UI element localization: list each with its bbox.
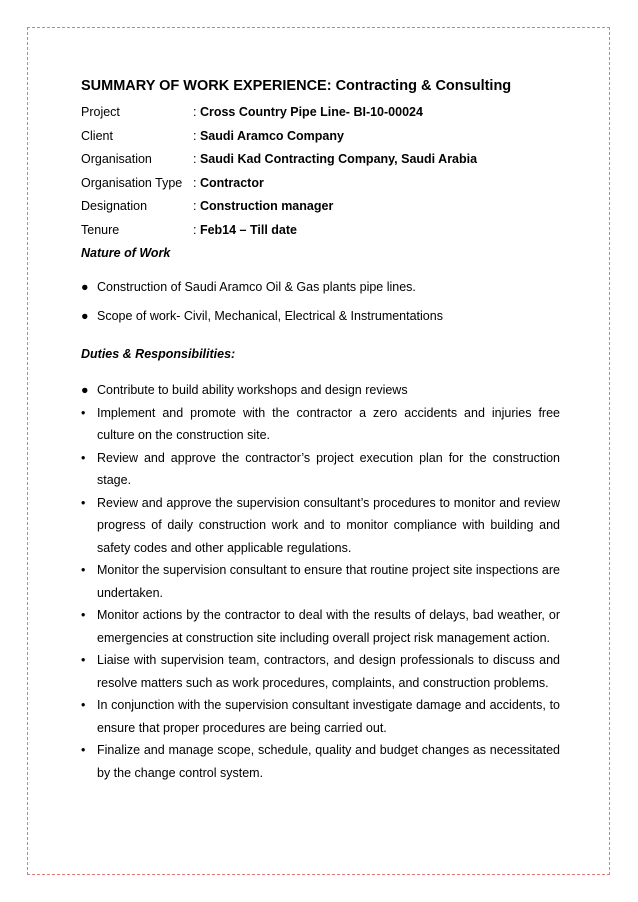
bullet-icon: •	[81, 563, 86, 577]
detail-row-tenure: Tenure : Feb14 – Till date	[81, 219, 560, 243]
list-item: • In conjunction with the supervision consultant investigate damage and accidents, to ensure that proper procedures are being carried out.	[81, 694, 560, 739]
detail-label: Tenure	[81, 222, 120, 237]
detail-row-organisation: Organisation : Saudi Kad Contracting Company, Saudi Arabia	[81, 148, 560, 172]
bullet-icon: ●	[81, 308, 89, 323]
bullet-icon: •	[81, 450, 86, 465]
list-item: ● Construction of Saudi Aramco Oil & Gas plants pipe lines.	[81, 276, 560, 299]
list-item: • Implement and promote with the contractor a zero accidents and injuries free culture on the construction site.	[81, 402, 560, 447]
detail-value: Saudi Kad Contracting Company, Saudi Arabia	[199, 152, 478, 166]
detail-value: Cross Country Pipe Line- BI-10-00024	[199, 105, 423, 119]
detail-row-organisation-type: Organisation Type : Contractor	[81, 172, 560, 196]
document-body	[81, 76, 560, 784]
bullet-icon: •	[81, 743, 86, 757]
bullet-icon: •	[81, 405, 86, 420]
nature-of-work-list	[81, 276, 560, 327]
detail-row-designation: Designation : Construction manager	[81, 195, 560, 219]
detail-value: Contractor	[199, 175, 264, 190]
bullet-icon: •	[81, 495, 86, 510]
detail-label: Project	[81, 105, 120, 119]
list-item: • Monitor actions by the contractor to deal with the results of delays, bad weather, or emergencies at construction site including overall project risk management action.	[81, 604, 560, 649]
section-heading: SUMMARY OF WORK EXPERIENCE: Contracting & Consulting	[81, 78, 512, 94]
list-item: • Liaise with supervision team, contractors, and design professionals to discuss and resolve matters such as work procedures, complaints, and construction problems.	[81, 649, 560, 694]
list-item: ● Scope of work- Civil, Mechanical, Electrical & Instrumentations	[81, 305, 560, 328]
list-item: • Monitor the supervision consultant to ensure that routine project site inspections are undertaken.	[81, 559, 560, 604]
detail-value: Feb14 – Till date	[199, 222, 297, 237]
nature-of-work-title: Nature of Work	[81, 246, 171, 260]
bullet-icon: •	[81, 653, 86, 667]
details-table	[81, 101, 560, 242]
list-item: • Finalize and manage scope, schedule, quality and budget changes as necessitated by the change control system.	[81, 739, 560, 784]
bullet-icon: •	[81, 698, 86, 712]
detail-label: Organisation	[81, 152, 152, 166]
list-item: • Review and approve the contractor’s project execution plan for the construction stage.	[81, 447, 560, 492]
detail-value: Construction manager	[199, 199, 334, 213]
list-item: • Review and approve the supervision consultant’s procedures to monitor and review progress of daily construction work and to monitor compliance with building and safety codes and other applicable regulations.	[81, 492, 560, 560]
duties-list	[81, 379, 560, 784]
bullet-icon: ●	[81, 383, 89, 397]
bullet-icon: •	[81, 608, 86, 622]
duties-title: Duties & Responsibilities:	[81, 347, 236, 361]
detail-label: Organisation Type	[81, 175, 183, 190]
detail-row-project: Project : Cross Country Pipe Line- BI-10-00024	[81, 101, 560, 125]
bullet-icon: ●	[81, 280, 89, 294]
detail-label: Designation	[81, 199, 148, 213]
detail-row-client: Client : Saudi Aramco Company	[81, 125, 560, 149]
list-item: ● Contribute to build ability workshops and design reviews	[81, 379, 560, 402]
detail-label: Client	[81, 128, 113, 143]
detail-value: Saudi Aramco Company	[199, 128, 344, 143]
